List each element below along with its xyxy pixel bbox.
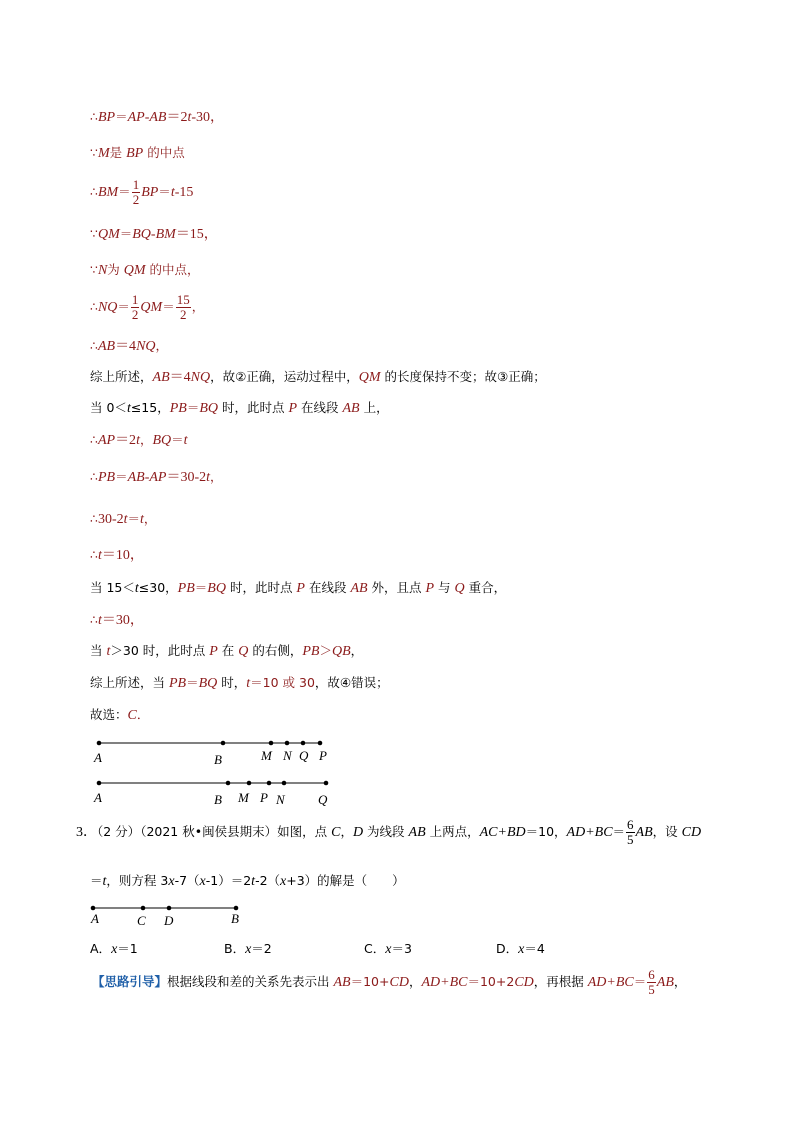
hint-tag: 【思路引导】	[92, 974, 168, 989]
var: t	[140, 512, 144, 527]
var: t	[134, 581, 139, 596]
expr: AD+BC	[421, 975, 468, 990]
point-dot	[247, 781, 252, 786]
var: PB	[302, 644, 320, 659]
var: x	[385, 942, 392, 957]
num: -15	[174, 185, 194, 200]
point-dot	[318, 741, 323, 746]
text: ，	[350, 643, 364, 658]
var: t	[183, 433, 188, 448]
num: ＝30，	[101, 613, 144, 628]
var: CD	[389, 975, 409, 990]
var: CD	[681, 825, 702, 840]
var: AB	[127, 470, 145, 485]
var: t	[187, 110, 192, 125]
option-value: ＝4	[524, 941, 545, 956]
num: ＝15，	[175, 227, 218, 242]
num: ＝10 或 30	[250, 675, 315, 690]
var: PB	[168, 676, 187, 691]
text: -1）＝2	[205, 873, 252, 888]
num: ＝4	[115, 339, 137, 354]
point-label: B	[214, 792, 222, 807]
point-dot	[91, 906, 96, 911]
eq: ＝	[115, 109, 128, 124]
point-dot	[267, 781, 272, 786]
option-value: ＝3	[391, 941, 412, 956]
var: AB	[342, 401, 360, 416]
point-label: Q	[299, 748, 309, 763]
var: t	[170, 185, 175, 200]
point-dot	[141, 906, 146, 911]
text: 综上所述，	[90, 369, 153, 384]
var: D	[352, 825, 364, 840]
var: BQ	[207, 581, 226, 596]
num: ＝2	[166, 110, 188, 125]
therefore-symbol: ∴	[90, 338, 98, 353]
question-3-line-1	[76, 817, 701, 848]
var: AP	[97, 433, 116, 448]
eq: ＝	[612, 824, 626, 839]
punct: ，	[408, 974, 422, 989]
var: BQ	[198, 676, 218, 691]
text: ，	[340, 824, 353, 839]
text: -7（	[174, 873, 200, 888]
expr: ＝10+	[350, 974, 390, 989]
var: M	[97, 146, 110, 161]
var: BM	[155, 227, 176, 242]
denominator: 5	[627, 832, 634, 847]
point-dot	[269, 741, 274, 746]
text: ，再根据	[533, 974, 588, 989]
text: 重合，	[464, 580, 507, 595]
var: t	[246, 676, 251, 691]
eq: ＝	[186, 400, 200, 415]
point-label: P	[319, 748, 327, 763]
num: ＝30-2	[166, 470, 207, 485]
denominator: 2	[179, 307, 187, 322]
numerator: 15	[176, 292, 190, 307]
text: 为	[107, 262, 124, 277]
var: C	[331, 825, 341, 840]
num: ＝10，	[101, 548, 144, 563]
numerator: 1	[131, 292, 139, 307]
text: 时，此时点	[225, 580, 297, 595]
text: +3）的解是（ ）	[286, 873, 405, 888]
point-dot	[234, 906, 239, 911]
var: x	[168, 874, 175, 889]
option-b[interactable]	[224, 939, 272, 958]
var: AB	[408, 825, 426, 840]
var: CD	[514, 975, 534, 990]
point-dot	[285, 741, 290, 746]
var: AB	[635, 825, 653, 840]
var: BQ	[152, 433, 172, 448]
var: BQ	[199, 401, 219, 416]
var: t	[97, 548, 102, 563]
var: BP	[97, 110, 116, 125]
point-label: P	[260, 790, 268, 805]
point-label: M	[261, 748, 272, 763]
segment-diagram-1	[93, 741, 327, 767]
var: P	[425, 581, 435, 596]
eq: ＝	[118, 184, 131, 199]
op: -	[150, 227, 156, 242]
num: 30-2	[97, 512, 124, 527]
var: t	[206, 470, 211, 485]
therefore-symbol: ∴	[90, 184, 98, 199]
var: PB	[169, 401, 187, 416]
point-label: N	[276, 792, 285, 807]
option-value: ＝2	[251, 941, 272, 956]
var: AP	[149, 470, 167, 485]
therefore-symbol: ∴	[90, 612, 98, 627]
var: x	[199, 874, 206, 889]
therefore-symbol: ∴	[90, 469, 98, 484]
var: Q	[238, 644, 249, 659]
option-letter: A．	[90, 941, 112, 956]
because-symbol: ∵	[90, 226, 98, 241]
point-label: B	[231, 911, 239, 926]
var: N	[97, 263, 108, 278]
eq: ＝	[158, 184, 171, 199]
num: ＝2	[115, 433, 137, 448]
var: Q	[454, 581, 465, 596]
expr: ＝10+2	[467, 974, 515, 989]
therefore-symbol: ∴	[90, 432, 98, 447]
text: 根据线段和差的关系先表示出	[167, 974, 334, 989]
text: 故选：	[90, 707, 128, 722]
op: -	[144, 110, 150, 125]
option-value: ＝1	[117, 941, 138, 956]
punct: ．	[136, 707, 150, 722]
var: AB	[350, 581, 368, 596]
var: NQ	[136, 339, 156, 354]
var: BM	[97, 185, 119, 200]
point-dot	[324, 781, 329, 786]
expr: AC+BD	[479, 825, 526, 840]
var: t	[123, 512, 128, 527]
segment-diagram-2	[93, 781, 328, 807]
var: AB	[152, 370, 170, 385]
text: 为线段	[363, 824, 409, 839]
point-dot	[221, 741, 226, 746]
denominator: 2	[131, 307, 139, 322]
point-label: Q	[318, 792, 328, 807]
text: 当 0＜	[90, 400, 127, 415]
option-letter: B．	[224, 941, 246, 956]
text: 的中点，	[145, 262, 200, 277]
point-label: A	[94, 790, 102, 805]
gt: ＞	[319, 643, 332, 658]
option-a[interactable]	[90, 939, 138, 958]
fraction-six-fifths	[626, 818, 635, 847]
denominator: 5	[648, 982, 655, 997]
text: 上，	[359, 400, 389, 415]
segment-diagram-3	[90, 906, 239, 928]
point-dot	[97, 741, 102, 746]
answer-letter: C	[127, 708, 137, 723]
punct: ，	[155, 338, 169, 353]
var: x	[518, 942, 525, 957]
eq: ＝	[633, 974, 647, 989]
option-letter: C．	[364, 941, 386, 956]
eq: ＝	[162, 299, 175, 314]
var: t	[102, 874, 107, 889]
eq: ＝	[127, 511, 141, 526]
point-dot	[282, 781, 287, 786]
punct: ，	[143, 511, 157, 526]
text: 上两点，	[425, 824, 480, 839]
option-letter: D．	[496, 941, 519, 956]
var: AB	[333, 975, 351, 990]
point-dot	[167, 906, 172, 911]
punct: ，	[191, 299, 205, 314]
text: 如图，点	[277, 824, 332, 839]
text: ，则方程 3	[106, 873, 169, 888]
numerator: 1	[132, 177, 140, 192]
text: ，设	[652, 824, 682, 839]
var: NQ	[97, 300, 118, 315]
therefore-symbol: ∴	[90, 109, 98, 124]
var: QM	[97, 227, 120, 242]
point-dot	[226, 781, 231, 786]
point-label: A	[94, 750, 102, 765]
eq: ＝	[115, 469, 128, 484]
therefore-symbol: ∴	[90, 547, 98, 562]
question-number: 3．	[76, 825, 97, 840]
point-label: A	[91, 911, 99, 926]
because-symbol: ∵	[90, 145, 98, 160]
text: 在线段	[297, 400, 343, 415]
point-label: M	[238, 790, 249, 805]
var: P	[209, 644, 218, 659]
var: QM	[123, 263, 146, 278]
point-label: N	[283, 748, 292, 763]
eq: ＝	[119, 226, 133, 241]
point-label: C	[137, 913, 146, 928]
text: ≤15，	[130, 400, 170, 415]
text: ＝10，	[525, 824, 567, 839]
text: 的长度保持不变；故③正确；	[380, 369, 546, 384]
text: 在	[217, 643, 239, 658]
text: 综上所述，当	[90, 675, 169, 690]
var: PB	[97, 470, 116, 485]
var: BQ	[132, 227, 151, 242]
var: x	[245, 942, 252, 957]
punct: ，	[210, 469, 223, 484]
var: QB	[331, 644, 351, 659]
var: AP	[127, 110, 145, 125]
eq: ＝	[171, 432, 184, 447]
text: 当	[90, 643, 107, 658]
num: -30，	[191, 110, 225, 125]
point-label: B	[214, 752, 222, 767]
text: ≤30，	[138, 580, 178, 595]
var: NQ	[190, 370, 211, 385]
eq: ＝	[186, 675, 199, 690]
text: 与	[434, 580, 455, 595]
text: -2（	[255, 873, 281, 888]
text: 在线段	[304, 580, 351, 595]
question-3-line-2	[90, 872, 405, 891]
point-dot	[301, 741, 306, 746]
var: x	[111, 942, 118, 957]
var: t	[136, 433, 140, 448]
var: t	[106, 644, 111, 659]
var: t	[126, 401, 131, 416]
var: AB	[97, 339, 116, 354]
punct: ，	[673, 974, 687, 989]
option-c[interactable]	[364, 939, 412, 958]
text: 外，且点	[367, 580, 426, 595]
var: QM	[358, 370, 381, 385]
text: 当 15＜	[90, 580, 135, 595]
text: 时，	[217, 675, 247, 690]
eq: ＝	[194, 580, 208, 595]
punct: ，	[139, 432, 153, 447]
var: P	[296, 581, 305, 596]
var: AB	[149, 110, 167, 125]
hint-line	[92, 967, 686, 998]
numerator: 6	[648, 967, 655, 982]
var: t	[251, 874, 256, 889]
expr: AD+BC	[587, 975, 634, 990]
var: PB	[177, 581, 195, 596]
option-d[interactable]	[496, 939, 545, 958]
question-score: （2 分）	[97, 824, 141, 839]
denominator: 2	[132, 192, 140, 207]
var: QM	[140, 300, 163, 315]
text: 时，此时点	[218, 400, 289, 415]
var: P	[288, 401, 298, 416]
point-label: D	[164, 913, 174, 928]
var: AB	[656, 975, 674, 990]
text: 的中点	[143, 145, 185, 160]
expr: AD+BC	[566, 825, 613, 840]
var: x	[280, 874, 287, 889]
num: ＝4	[169, 370, 191, 385]
text: ，故②正确，运动过程中，	[210, 369, 359, 384]
var: t	[97, 613, 102, 628]
op: -	[144, 470, 150, 485]
question-source: （2021 秋•闽侯县期末）	[140, 824, 278, 839]
fraction-six-fifths	[647, 968, 656, 997]
text: ，故④错误；	[314, 675, 389, 690]
eq: ＝	[117, 299, 130, 314]
text: ＞30 时，此时点	[110, 643, 210, 658]
numerator: 6	[627, 817, 634, 832]
text: 的右侧，	[248, 643, 303, 658]
eq: ＝	[90, 873, 103, 888]
therefore-symbol: ∴	[90, 511, 98, 526]
therefore-symbol: ∴	[90, 299, 98, 314]
because-symbol: ∵	[90, 262, 98, 277]
point-dot	[97, 781, 102, 786]
var: BP	[126, 146, 144, 161]
var: BP	[141, 185, 159, 200]
text: 是	[109, 145, 127, 160]
